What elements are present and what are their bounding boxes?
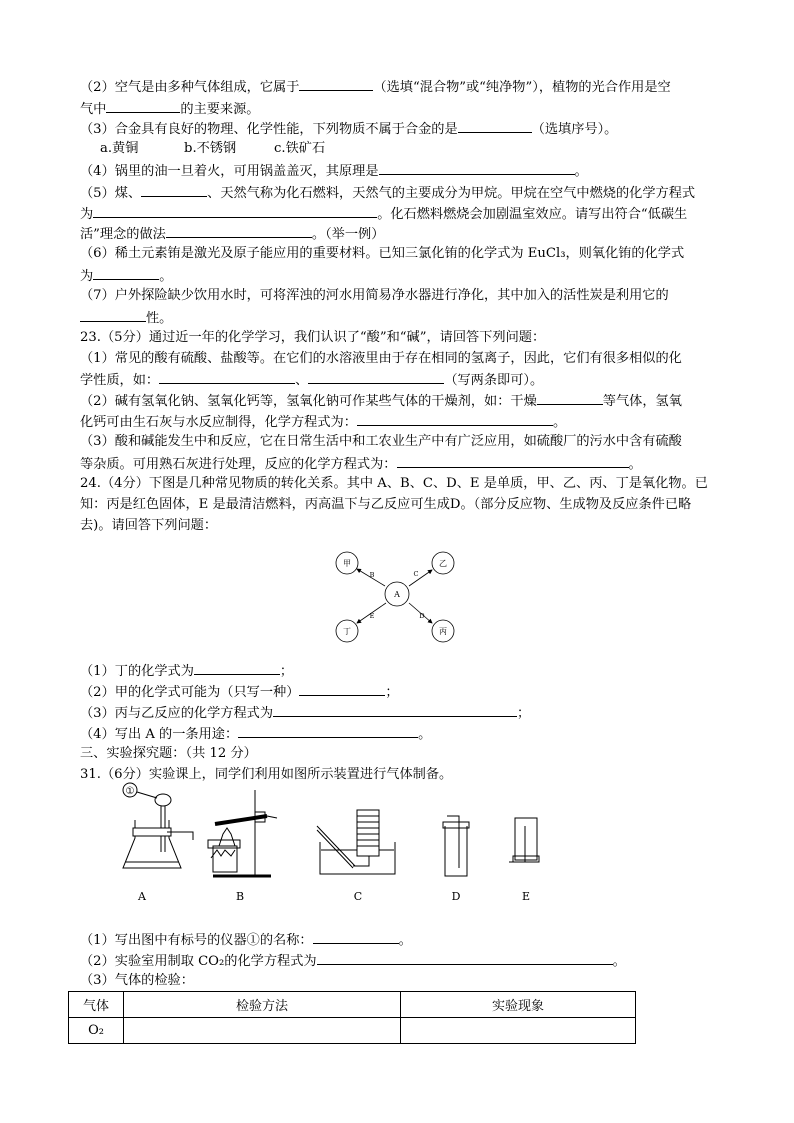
q22-part7-line1: （7）户外探险缺少饮用水时，可将浑浊的河水用简易净水器进行净化，其中加入的活性炭是利用它的 bbox=[80, 288, 669, 303]
option-c: c.铁矿石 bbox=[274, 141, 326, 156]
q24-heading-line1: 24.（4分）下图是几种常见物质的转化关系。其中 A、B、C、D、E 是单质，甲、乙、丙、丁是氧化物。已 bbox=[80, 476, 708, 491]
edge-label-D: D bbox=[419, 612, 425, 620]
table-cell[interactable] bbox=[401, 1018, 636, 1044]
apparatus-figure bbox=[95, 780, 565, 908]
gas-test-table bbox=[68, 991, 636, 1044]
apparatus-C-water-collection bbox=[317, 810, 395, 874]
svg-text:①: ① bbox=[125, 786, 135, 797]
q24-part2: （2）甲的化学式可能为（只写一种） ； bbox=[80, 682, 399, 702]
answer-blank[interactable] bbox=[379, 161, 575, 175]
apparatus-B-heating-tube bbox=[208, 790, 277, 876]
edge-label-B: B bbox=[369, 571, 375, 579]
table-header: 实验现象 bbox=[401, 992, 636, 1018]
q23-part3-line1: （3）酸和碱能发生中和反应，它在日常生活中和工农业生产中有广泛应用，如硫酸厂的污水中含有硫酸 bbox=[80, 434, 682, 449]
apparatus-D-upward-collection bbox=[443, 816, 469, 876]
q22-part6-line1: （6）稀土元素铕是激光及原子能应用的重要材料。已知三氯化铕的化学式为 EuCl₃，则氧化铕的化学式 bbox=[80, 246, 685, 261]
q22-part2-line2: 气中 的主要来源。 bbox=[80, 99, 260, 119]
answer-blank[interactable] bbox=[238, 724, 418, 738]
answer-blank[interactable] bbox=[106, 99, 180, 113]
answer-blank[interactable] bbox=[317, 951, 613, 965]
answer-blank[interactable] bbox=[313, 930, 399, 944]
label-B: B bbox=[235, 890, 245, 903]
q24-part1: （1）丁的化学式为 ； bbox=[80, 661, 293, 681]
q31-part3: （3）气体的检验： bbox=[80, 973, 194, 988]
table-cell: O₂ bbox=[69, 1018, 124, 1044]
answer-blank[interactable] bbox=[159, 370, 295, 384]
answer-blank[interactable] bbox=[308, 370, 444, 384]
table-header-row bbox=[69, 992, 636, 1018]
answer-blank[interactable] bbox=[458, 119, 532, 133]
apparatus-E-downward-collection bbox=[509, 818, 539, 862]
q24-part3: （3）丙与乙反应的化学方程式为 ； bbox=[80, 703, 530, 723]
q23-part2-line2: 化钙可由生石灰与水反应制得，化学方程式为： 。 bbox=[80, 412, 566, 432]
table-cell[interactable] bbox=[124, 1018, 401, 1044]
q31-part2: （2）实验室用制取 CO₂的化学方程式为 。 bbox=[80, 951, 626, 971]
q24-part4: （4）写出 A 的一条用途： 。 bbox=[80, 724, 431, 744]
answer-blank[interactable] bbox=[397, 454, 629, 468]
answer-blank[interactable] bbox=[299, 77, 373, 91]
q23-part1-line2: 学性质，如： 、 （写两条即可）。 bbox=[80, 370, 543, 390]
q22-part7-line2: 性。 bbox=[80, 308, 172, 328]
q22-part4: （4）锅里的油一旦着火，可用锅盖盖灭，其原理是 。 bbox=[80, 161, 588, 181]
q22-part5-line1: （5）煤、 、天然气称为化石燃料，天然气的主要成分为甲烷。甲烷在空气中燃烧的化学方程式 bbox=[80, 183, 695, 203]
node-A bbox=[385, 582, 409, 606]
answer-blank[interactable] bbox=[194, 661, 280, 675]
q31-heading: 31.（6分）实验课上，同学们利用如图所示装置进行气体制备。 bbox=[80, 767, 453, 782]
q23-heading: 23.（5分）通过近一年的化学学习，我们认识了“酸”和“碱”，请回答下列问题： bbox=[80, 330, 546, 345]
answer-blank[interactable] bbox=[93, 204, 377, 218]
apparatus-A-flask-with-funnel bbox=[123, 783, 193, 868]
table-header: 检验方法 bbox=[124, 992, 401, 1018]
q31-part1: （1）写出图中有标号的仪器①的名称： 。 bbox=[80, 930, 412, 950]
answer-blank[interactable] bbox=[80, 308, 146, 322]
label-C: C bbox=[353, 890, 363, 903]
label-E: E bbox=[521, 890, 531, 903]
option-b: b.不锈钢 bbox=[184, 141, 237, 156]
answer-blank[interactable] bbox=[141, 183, 207, 197]
answer-blank[interactable] bbox=[299, 682, 385, 696]
svg-text:丁: 丁 bbox=[343, 627, 351, 636]
edge-label-C: C bbox=[413, 570, 419, 578]
node-yi bbox=[432, 552, 454, 574]
option-a: a.黄铜 bbox=[100, 141, 139, 156]
q22-part3: （3）合金具有良好的物理、化学性能，下列物质不属于合金的是 （选填序号）。 bbox=[80, 119, 617, 139]
conversion-diagram bbox=[325, 545, 475, 645]
label-A: A bbox=[138, 890, 146, 903]
q22-part2-line1: （2）空气是由多种气体组成，它属于 （选填“混合物”或“纯净物”），植物的光合作用是空 bbox=[80, 77, 671, 97]
node-jia bbox=[336, 552, 358, 574]
q22-part5-line2: 为 。化石燃料燃烧会加剧温室效应。请写出符合“低碳生 bbox=[80, 204, 687, 224]
answer-blank[interactable] bbox=[273, 703, 517, 717]
svg-text:A: A bbox=[394, 590, 400, 599]
q23-part3-line2: 等杂质。可用熟石灰进行处理，反应的化学方程式为： 。 bbox=[80, 454, 642, 474]
answer-blank[interactable] bbox=[166, 224, 312, 238]
q24-heading-line3: 去)。请回答下列问题： bbox=[80, 518, 218, 533]
svg-text:乙: 乙 bbox=[439, 559, 447, 568]
answer-blank[interactable] bbox=[537, 391, 603, 405]
q24-heading-line2: 知：丙是红色固体，E 是最清洁燃料，丙高温下与乙反应可生成D。（部分反应物、生成物及反应条件已略 bbox=[80, 497, 692, 512]
q22-options bbox=[100, 140, 325, 158]
q23-part2-line1: （2）碱有氢氧化钠、氢氧化钙等，氢氧化钠可作某些气体的干燥剂，如：干燥 等气体，氢氧 bbox=[80, 391, 682, 411]
section-3-heading: 三、实验探究题：（共 12 分） bbox=[80, 746, 257, 761]
q23-part1-line1: （1）常见的酸有硫酸、盐酸等。在它们的水溶液里由于存在相同的氢离子，因此，它们有很多相似的化 bbox=[80, 351, 682, 366]
answer-blank[interactable] bbox=[357, 412, 553, 426]
answer-blank[interactable] bbox=[93, 266, 159, 280]
svg-text:丙: 丙 bbox=[439, 627, 447, 636]
table-row bbox=[69, 1018, 636, 1044]
table-header: 气体 bbox=[69, 992, 124, 1018]
svg-text:甲: 甲 bbox=[343, 559, 351, 568]
label-D: D bbox=[451, 890, 461, 903]
q22-part6-line2: 为 。 bbox=[80, 266, 172, 286]
q22-part5-line3: 活”理念的做法 。（举一例） bbox=[80, 224, 384, 244]
edge-label-E: E bbox=[369, 612, 375, 620]
node-ding bbox=[336, 620, 358, 642]
node-bing bbox=[432, 620, 454, 642]
